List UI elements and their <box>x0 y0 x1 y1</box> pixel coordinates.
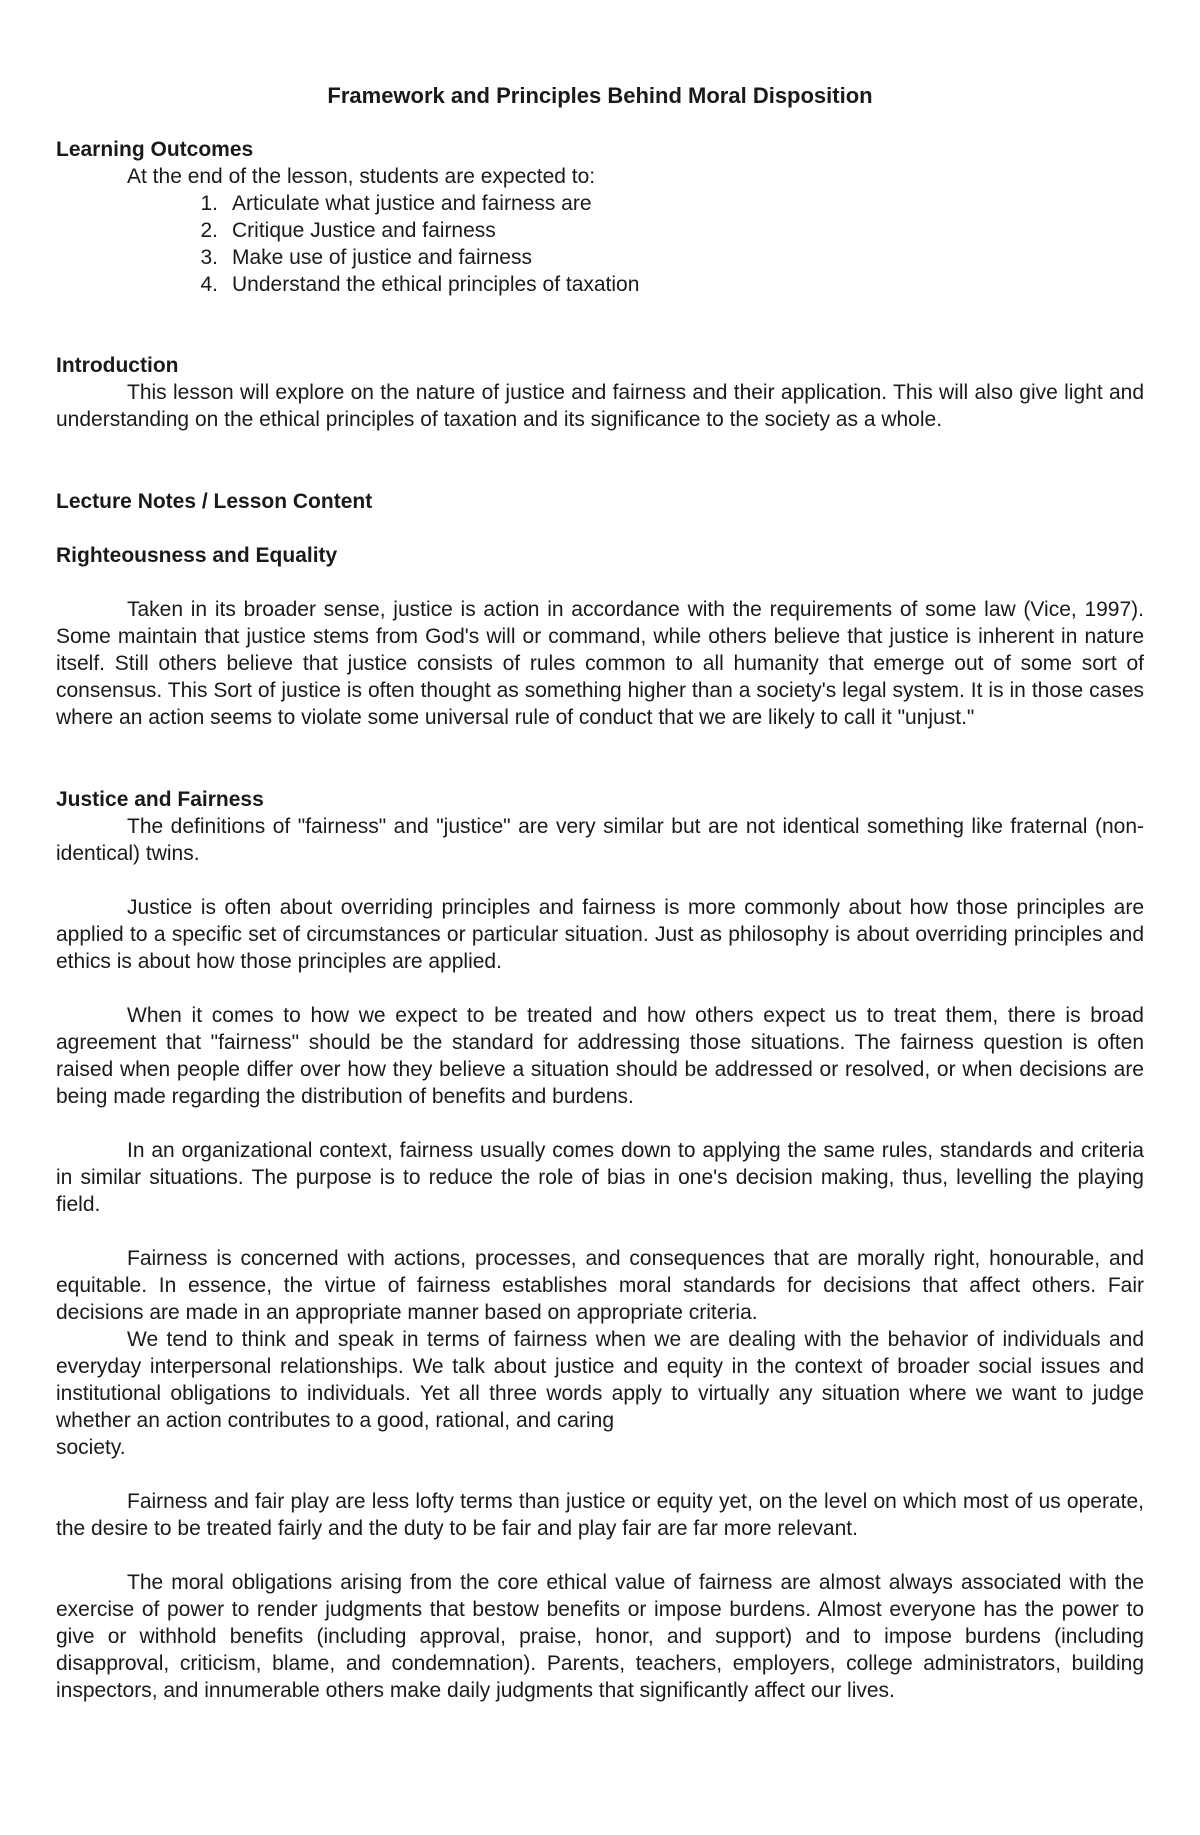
paragraph: We tend to think and speak in terms of fairness when we are dealing with the behavior of individuals and everyday interpersonal relationships. We talk about justice and equity in the context of broader social issues and institutional obligations to individuals. Yet all three words apply to virtually any situation where we want to judge whether an action contributes to a good, rational, and caring <box>56 1328 1144 1432</box>
learning-outcomes-intro: At the end of the lesson, students are expected to: <box>127 165 596 188</box>
list-number: 3. <box>200 246 218 269</box>
paragraph: Fairness and fair play are less lofty terms than justice or equity yet, on the level on which most of us operate, the desire to be treated fairly and the duty to be fair and play fair are far more relevant. <box>56 1490 1144 1540</box>
list-text: Understand the ethical principles of taxation <box>232 273 640 296</box>
learning-outcomes-heading: Learning Outcomes <box>56 138 254 161</box>
list-number: 2. <box>200 219 218 242</box>
list-number: 4. <box>200 273 218 296</box>
paragraph: The definitions of "fairness" and "justice" are very similar but are not identical something like fraternal (non-identical) twins. <box>56 815 1144 865</box>
paragraph: Fairness is concerned with actions, processes, and consequences that are morally right, honourable, and equitable. In essence, the virtue of fairness establishes moral standards for decisions that affect others. Fair decisions are made in an appropriate manner based on appropriate criteria. <box>56 1247 1144 1324</box>
list-text: Make use of justice and fairness <box>232 246 532 269</box>
list-text: Articulate what justice and fairness are <box>232 192 592 215</box>
introduction-heading: Introduction <box>56 354 179 377</box>
justice-fairness-heading: Justice and Fairness <box>56 788 264 811</box>
introduction-text: This lesson will explore on the nature of justice and fairness and their application. This will also give light and understanding on the ethical principles of taxation and its significance to the society as a whole. <box>56 381 1144 431</box>
righteousness-text: Taken in its broader sense, justice is action in accordance with the requirements of some law (Vice, 1997). Some maintain that justice stems from God's will or command, while others believe that justice is inherent in nature itself. Still others believe that justice consists of rules common to all humanity that emerge out of some sort of consensus. This Sort of justice is often thought as something higher than a society's legal system. It is in those cases where an action seems to violate some universal rule of conduct that we are likely to call it "unjust." <box>56 598 1144 729</box>
list-text: Critique Justice and fairness <box>232 219 496 242</box>
paragraph: society. <box>56 1436 126 1459</box>
paragraph: The moral obligations arising from the core ethical value of fairness are almost always associated with the exercise of power to render judgments that bestow benefits or impose burdens. Almost everyone has the power to give or withhold benefits (including approval, praise, honor, and support) and to impose burdens (including disapproval, criticism, blame, and condemnation). Parents, teachers, employers, college administrators, building inspectors, and innumerable others make daily judgments that significantly affect our lives. <box>56 1571 1144 1702</box>
list-number: 1. <box>200 192 218 215</box>
document-title: Framework and Principles Behind Moral Disposition <box>327 83 873 108</box>
righteousness-heading: Righteousness and Equality <box>56 544 338 567</box>
paragraph: When it comes to how we expect to be treated and how others expect us to treat them, there is broad agreement that "fairness" should be the standard for addressing those situations. The fairness question is often raised when people differ over how they believe a situation should be addressed or resolved, or when decisions are being made regarding the distribution of benefits and burdens. <box>56 1004 1144 1108</box>
paragraph: Justice is often about overriding principles and fairness is more commonly about how those principles are applied to a specific set of circumstances or particular situation. Just as philosophy is about overriding principles and ethics is about how those principles are applied. <box>56 896 1144 973</box>
lecture-notes-heading: Lecture Notes / Lesson Content <box>56 490 373 513</box>
paragraph: In an organizational context, fairness usually comes down to applying the same rules, standards and criteria in similar situations. The purpose is to reduce the role of bias in one's decision making, thus, levelling the playing field. <box>56 1139 1144 1216</box>
